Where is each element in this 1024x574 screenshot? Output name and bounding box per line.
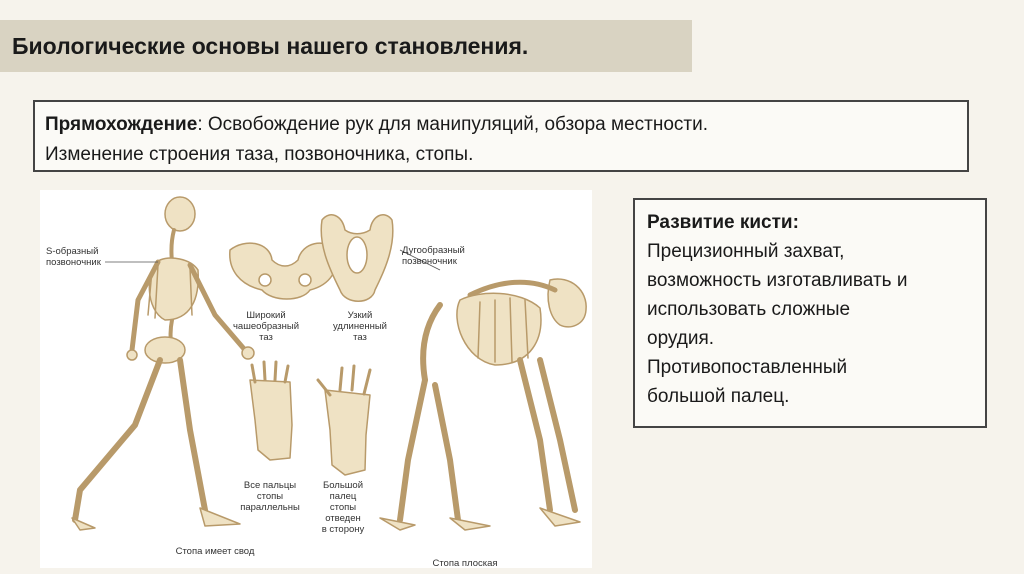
label-big-toe-1: Большой <box>322 480 363 491</box>
hand-line-3: использовать сложные <box>647 299 851 320</box>
ape-skeleton <box>380 279 586 530</box>
label-arc-spine <box>402 245 465 267</box>
label-foot-arch: Стопа имеет свод <box>175 546 255 557</box>
ape-foot <box>318 366 370 475</box>
bipedalism-box <box>33 100 969 172</box>
label-narrow-pelvis-2: удлиненный <box>333 321 387 332</box>
label-arc-spine-2: позвоночник <box>402 256 457 267</box>
label-big-toe-5: в сторону <box>321 524 365 535</box>
label-toes-parallel-2: стопы <box>256 491 284 502</box>
label-big-toe <box>308 480 378 535</box>
label-arc-spine-1: Дугообразный <box>402 245 465 256</box>
narrow-pelvis <box>321 215 393 301</box>
label-s-spine-2: позвоночник <box>46 257 101 268</box>
bipedalism-line-2: Изменение строения таза, позвоночника, стопы. <box>45 144 474 165</box>
label-toes-parallel-3: параллельны <box>240 502 300 513</box>
label-narrow-pelvis-1: Узкий <box>347 310 373 321</box>
label-narrow-pelvis <box>320 310 400 343</box>
hand-heading: Развитие кисти: <box>647 212 799 233</box>
slide-title: Биологические основы нашего становления. <box>12 32 529 59</box>
label-wide-pelvis-1: Широкий <box>246 310 286 321</box>
label-big-toe-4: отведен <box>325 513 361 524</box>
label-wide-pelvis <box>226 310 306 343</box>
bipedalism-term: Прямохождение <box>45 114 198 135</box>
label-toes-parallel-1: Все пальцы <box>243 480 297 491</box>
hand-line-2: возможность изготавливать и <box>647 270 908 291</box>
bipedalism-line-1 <box>45 110 957 140</box>
hand-line-5: Противопоставленный <box>647 357 848 378</box>
label-s-spine-1: S-образный <box>46 246 99 257</box>
label-s-spine <box>46 246 101 268</box>
wide-pelvis <box>230 243 337 299</box>
label-big-toe-3: стопы <box>329 502 357 513</box>
label-narrow-pelvis-3: таз <box>353 332 367 343</box>
hand-line-1: Прецизионный захват, <box>647 241 845 262</box>
skeleton-comparison-figure <box>40 190 592 568</box>
bipedalism-desc: : Освобождение рук для манипуляций, обзора местности. <box>197 114 708 135</box>
hand-line-4: орудия. <box>647 328 715 349</box>
hand-line-6: большой палец. <box>647 386 790 407</box>
title-bar <box>0 20 692 72</box>
label-big-toe-2: палец <box>329 491 357 502</box>
human-foot <box>250 362 292 460</box>
label-wide-pelvis-2: чашеобразный <box>232 321 300 332</box>
hand-development-box <box>633 198 987 428</box>
label-wide-pelvis-3: таз <box>259 332 273 343</box>
label-toes-parallel <box>230 480 310 513</box>
label-foot-flat: Стопа плоская <box>432 558 498 569</box>
